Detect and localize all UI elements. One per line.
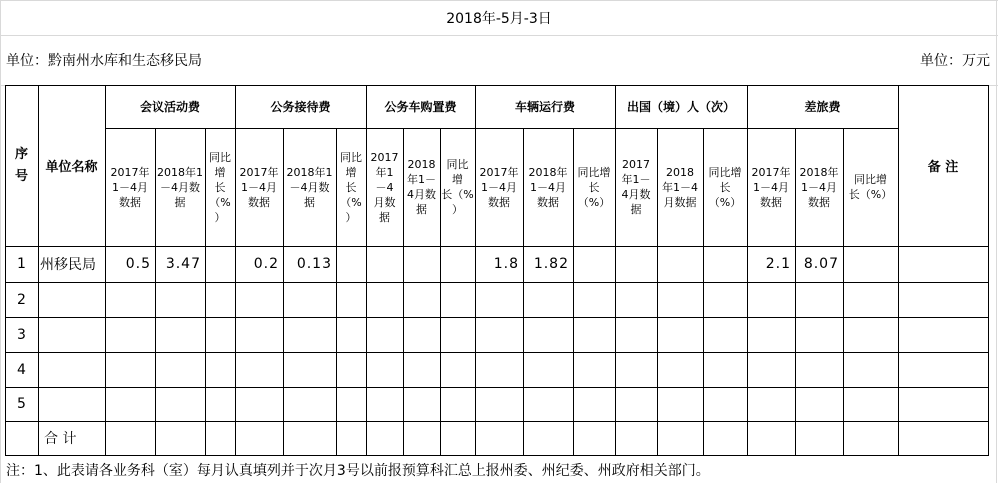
table-cell[interactable] <box>657 387 703 421</box>
table-cell[interactable] <box>283 282 336 317</box>
table-border <box>523 128 524 456</box>
table-cell[interactable] <box>795 282 843 317</box>
header-sub-2-1: 2018 年1－ 4月数 据 <box>407 158 436 216</box>
table-border <box>5 421 989 422</box>
header-sub-0-0: 2017年 1－4月 数据 <box>110 165 150 209</box>
header-sub-2-2: 同比 增 长（% ） <box>441 158 474 216</box>
table-cell[interactable] <box>523 317 573 352</box>
table-cell[interactable] <box>366 387 403 421</box>
table-cell[interactable] <box>336 282 366 317</box>
table-border <box>105 85 106 456</box>
table-cell[interactable] <box>235 317 283 352</box>
table-cell[interactable] <box>155 317 205 352</box>
header-sub-2-0: 2017 年1 －4 月数 据 <box>370 150 399 224</box>
table-cell[interactable] <box>615 282 657 317</box>
header-group-1: 公务接待费 <box>270 100 331 114</box>
row-unit-name[interactable] <box>38 352 105 387</box>
table-cell[interactable] <box>475 317 523 352</box>
table-cell[interactable] <box>657 317 703 352</box>
table-cell[interactable] <box>336 317 366 352</box>
total-cell[interactable] <box>205 421 235 455</box>
row-unit-name[interactable] <box>38 317 105 352</box>
table-border <box>155 128 156 456</box>
table-cell[interactable] <box>615 317 657 352</box>
header-sub-1-0: 2017年 1－4月 数据 <box>239 165 279 209</box>
table-border <box>5 352 989 353</box>
table-border <box>573 128 574 456</box>
table-cell[interactable] <box>843 282 898 317</box>
table-cell[interactable] <box>795 317 843 352</box>
table-border <box>898 85 899 456</box>
table-cell[interactable] <box>155 282 205 317</box>
table-cell[interactable] <box>366 282 403 317</box>
table-cell[interactable] <box>403 352 440 387</box>
total-cell[interactable] <box>615 421 657 455</box>
header-sub-3-2: 同比增 长 （%） <box>577 165 611 209</box>
row-remark[interactable] <box>898 317 988 352</box>
table-cell[interactable]: 0.2 <box>253 256 279 272</box>
header-group-0: 会议活动费 <box>139 100 200 114</box>
header-sub-5-1: 2018年 1－4月 数据 <box>799 165 839 209</box>
table-border <box>5 85 6 456</box>
table-border <box>440 128 441 456</box>
header-sub-0-2: 同比增 长（% ） <box>209 150 231 224</box>
table-cell[interactable] <box>523 387 573 421</box>
table-cell[interactable] <box>475 352 523 387</box>
table-cell[interactable] <box>523 352 573 387</box>
table-cell[interactable] <box>747 282 795 317</box>
table-cell[interactable] <box>235 282 283 317</box>
row-remark[interactable] <box>898 282 988 317</box>
table-border <box>403 128 404 456</box>
table-border <box>657 128 658 456</box>
table-border <box>795 128 796 456</box>
table-border <box>38 85 39 456</box>
table-cell[interactable] <box>105 352 155 387</box>
table-border <box>5 455 989 456</box>
table-cell[interactable] <box>283 317 336 352</box>
table-cell[interactable] <box>366 317 403 352</box>
table-cell[interactable] <box>657 282 703 317</box>
table-cell[interactable]: 8.07 <box>803 256 839 272</box>
total-cell[interactable] <box>747 421 795 455</box>
total-cell[interactable] <box>366 421 403 455</box>
table-cell[interactable] <box>283 352 336 387</box>
header-seq: 序 号 <box>14 146 28 184</box>
total-cell[interactable] <box>235 421 283 455</box>
row-index: 4 <box>17 361 26 378</box>
table-cell[interactable] <box>205 246 235 282</box>
total-cell[interactable] <box>795 421 843 455</box>
table-cell[interactable]: 2.1 <box>765 256 791 272</box>
table-border <box>615 85 616 456</box>
header-sub-4-2: 同比增 长 （%） <box>708 165 742 209</box>
table-border <box>5 387 989 388</box>
table-cell[interactable]: 0.13 <box>296 256 332 272</box>
row-remark[interactable] <box>898 246 988 282</box>
total-cell[interactable] <box>105 421 155 455</box>
total-cell[interactable] <box>336 421 366 455</box>
table-border <box>703 128 704 456</box>
table-border <box>5 246 989 247</box>
row-remark[interactable] <box>898 352 988 387</box>
table-cell[interactable] <box>235 387 283 421</box>
total-cell[interactable] <box>573 421 615 455</box>
table-cell[interactable] <box>703 282 747 317</box>
table-cell[interactable] <box>573 352 615 387</box>
total-cell[interactable] <box>523 421 573 455</box>
total-cell[interactable] <box>657 421 703 455</box>
total-cell[interactable] <box>440 421 475 455</box>
header-group-2: 公务车购置费 <box>384 100 457 114</box>
table-cell[interactable] <box>440 352 475 387</box>
header-group-4: 出国（境）人（次） <box>626 100 735 114</box>
table-cell[interactable] <box>403 387 440 421</box>
table-cell[interactable] <box>336 352 366 387</box>
row-unit-name[interactable]: 州移民局 <box>40 257 96 273</box>
table-cell[interactable] <box>205 282 235 317</box>
table-cell[interactable] <box>703 246 747 282</box>
row-unit-name[interactable] <box>38 387 105 421</box>
header-unit-name: 单位名称 <box>45 160 98 175</box>
total-cell[interactable] <box>155 421 205 455</box>
table-cell[interactable] <box>615 246 657 282</box>
table-cell[interactable]: 0.5 <box>125 256 151 272</box>
table-cell[interactable] <box>440 246 475 282</box>
table-cell[interactable]: 3.47 <box>165 256 201 272</box>
table-cell[interactable] <box>747 317 795 352</box>
total-label: 合 计 <box>44 431 77 447</box>
table-cell[interactable] <box>403 246 440 282</box>
table-cell[interactable] <box>366 246 403 282</box>
table-cell[interactable] <box>843 387 898 421</box>
table-cell[interactable] <box>573 282 615 317</box>
table-cell[interactable] <box>403 317 440 352</box>
table-cell[interactable] <box>105 282 155 317</box>
unit-label-left: 单位：黔南州水库和生态移民局 <box>6 53 202 69</box>
table-cell[interactable] <box>336 246 366 282</box>
table-cell[interactable] <box>703 317 747 352</box>
table-border <box>235 85 236 456</box>
table-cell[interactable] <box>235 352 283 387</box>
total-cell[interactable] <box>843 421 898 455</box>
header-sub-1-1: 2018年1 －4月数 据 <box>286 165 333 209</box>
table-cell[interactable] <box>573 317 615 352</box>
table-cell[interactable]: 1.82 <box>533 256 569 272</box>
table-cell[interactable] <box>105 317 155 352</box>
table-cell[interactable] <box>475 387 523 421</box>
table-cell[interactable] <box>205 352 235 387</box>
table-border <box>205 128 206 456</box>
unit-label-right: 单位：万元 <box>920 53 990 69</box>
table-cell[interactable] <box>843 246 898 282</box>
table-cell[interactable] <box>657 352 703 387</box>
total-cell[interactable] <box>703 421 747 455</box>
table-cell[interactable] <box>703 387 747 421</box>
header-sub-1-2: 同比 增 长（% ） <box>340 150 362 224</box>
table-cell[interactable] <box>155 352 205 387</box>
table-cell[interactable] <box>747 387 795 421</box>
table-border <box>843 128 844 456</box>
header-remark: 备 注 <box>927 160 959 175</box>
table-cell[interactable] <box>795 387 843 421</box>
table-cell[interactable] <box>573 387 615 421</box>
report-date-title: 2018年-5月-3日 <box>446 10 552 27</box>
table-cell[interactable]: 1.8 <box>493 256 519 272</box>
table-cell[interactable] <box>703 352 747 387</box>
table-border <box>747 85 748 456</box>
header-sub-0-1: 2018年1 －4月数 据 <box>157 165 203 209</box>
table-cell[interactable] <box>440 317 475 352</box>
table-cell[interactable] <box>523 282 573 317</box>
row-index: 3 <box>17 326 26 343</box>
table-border <box>5 85 989 86</box>
row-index: 1 <box>17 256 26 272</box>
table-border <box>336 128 337 456</box>
table-cell[interactable] <box>440 282 475 317</box>
table-border <box>105 128 899 129</box>
row-unit-name[interactable] <box>38 282 105 317</box>
header-sub-5-2: 同比增 长（%） <box>848 173 893 201</box>
table-cell[interactable] <box>615 387 657 421</box>
header-sub-4-0: 2017 年1－ 4月数 据 <box>621 158 651 216</box>
table-cell[interactable] <box>440 387 475 421</box>
table-cell[interactable] <box>657 246 703 282</box>
table-cell[interactable] <box>403 282 440 317</box>
total-cell[interactable] <box>283 421 336 455</box>
sheet-gridline <box>0 0 1 483</box>
header-sub-3-1: 2018年 1－4月 数据 <box>528 165 568 209</box>
row-remark[interactable] <box>898 387 988 421</box>
table-cell[interactable] <box>205 317 235 352</box>
table-cell[interactable] <box>843 317 898 352</box>
table-border <box>366 85 367 456</box>
table-cell[interactable] <box>843 352 898 387</box>
total-cell[interactable] <box>403 421 440 455</box>
table-border <box>988 85 989 456</box>
header-sub-5-0: 2017年 1－4月 数据 <box>751 165 791 209</box>
table-cell[interactable] <box>475 282 523 317</box>
table-cell[interactable] <box>573 246 615 282</box>
table-cell[interactable] <box>747 352 795 387</box>
table-cell[interactable] <box>283 387 336 421</box>
table-cell[interactable] <box>105 387 155 421</box>
table-border <box>475 85 476 456</box>
row-index: 2 <box>17 291 26 308</box>
table-cell[interactable] <box>205 387 235 421</box>
table-cell[interactable] <box>336 387 366 421</box>
table-cell[interactable] <box>615 352 657 387</box>
table-cell[interactable] <box>366 352 403 387</box>
header-sub-4-1: 2018 年1－4 月数据 <box>662 165 698 209</box>
table-border <box>283 128 284 456</box>
header-group-5: 差旅费 <box>804 100 841 114</box>
footnote: 注：1、此表请各业务科（室）每月认真填列并于次月3号以前报预算科汇总上报州委、州纪委、州政府相关部门。 <box>6 463 710 479</box>
table-border <box>5 317 989 318</box>
table-border <box>5 282 989 283</box>
header-group-3: 车辆运行费 <box>514 100 575 114</box>
sheet-gridline <box>996 0 997 483</box>
sheet-gridline <box>0 35 998 36</box>
table-cell[interactable] <box>155 387 205 421</box>
table-cell[interactable] <box>795 352 843 387</box>
header-sub-3-0: 2017年 1－4月 数据 <box>479 165 519 209</box>
row-index: 5 <box>17 396 26 412</box>
total-cell[interactable] <box>475 421 523 455</box>
